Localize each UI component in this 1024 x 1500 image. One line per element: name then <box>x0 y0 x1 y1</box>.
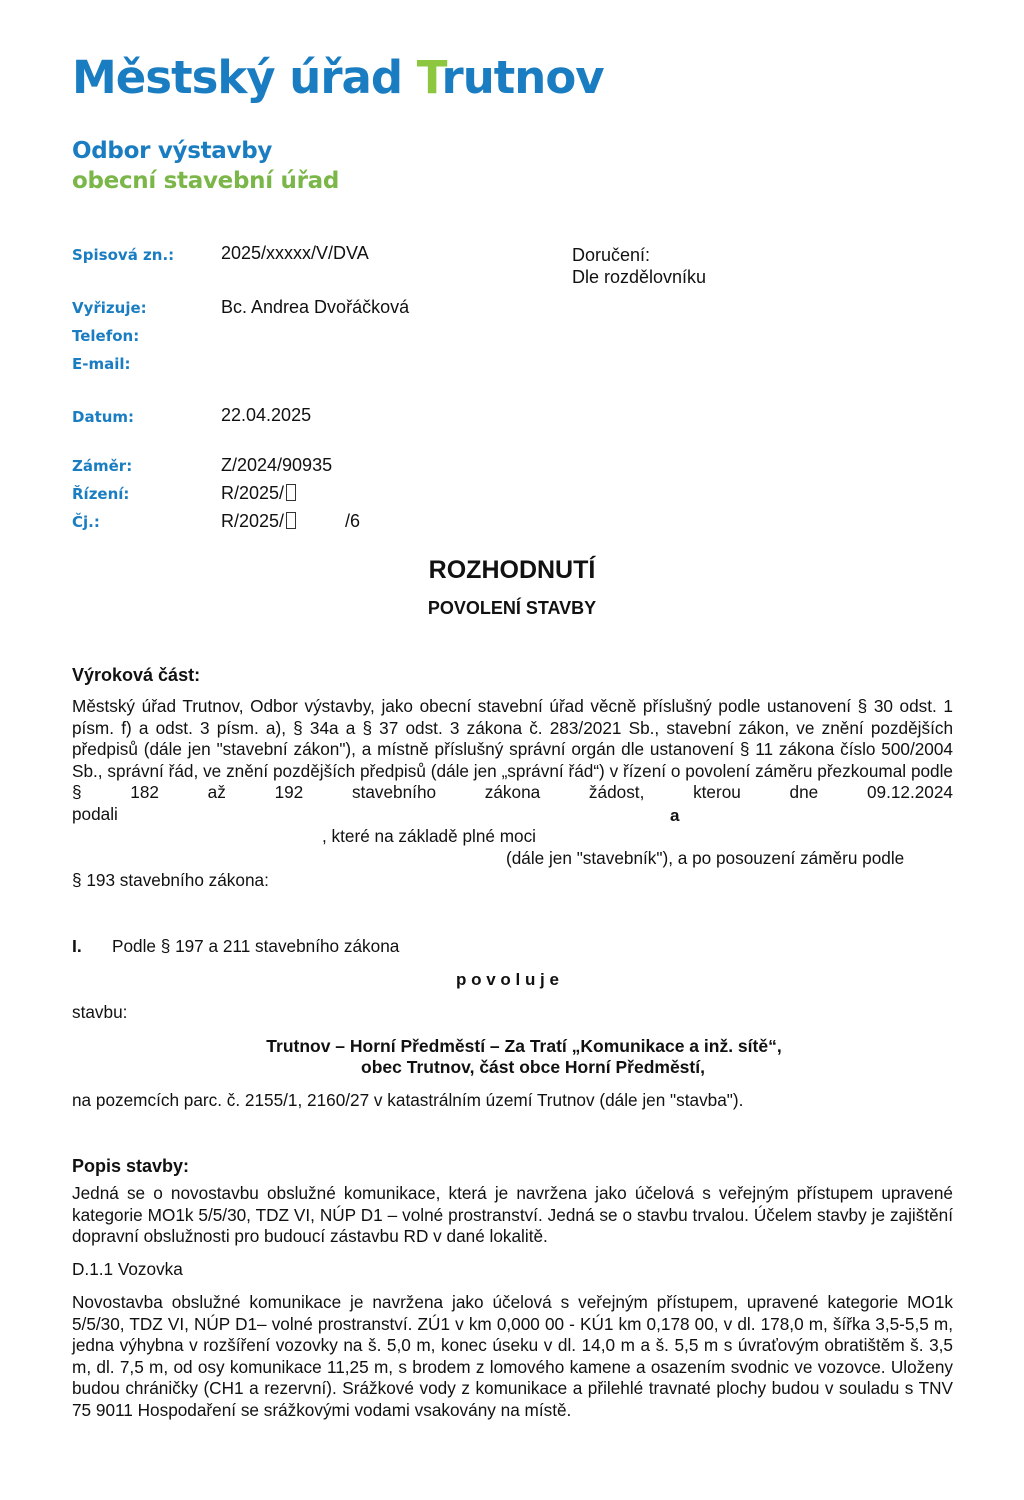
datum-value: 22.04.2025 <box>221 405 312 425</box>
spisova-value: 2025/xxxxx/V/DVA <box>221 243 369 263</box>
parcels-text: na pozemcích parc. č. 2155/1, 2160/27 v katastrálním území Trutnov (dále jen "stavba"). <box>72 1090 744 1110</box>
zamer-value: Z/2024/90935 <box>221 455 333 475</box>
email-label: E-mail: <box>72 355 131 373</box>
zamer-label: Záměr: <box>72 457 133 475</box>
stavba-name-line1: Trutnov – Horní Předměstí – Za Tratí „Komunikace a inž. sítě“, <box>266 1036 782 1056</box>
popis-heading: Popis stavby: <box>72 1156 190 1176</box>
stavbu-label: stavbu: <box>72 1002 128 1022</box>
popis-paragraph-2: Novostavba obslužné komunikace je navržena jako účelová s veřejným přístupem, upravené kategorie MO1k 5/5/30, TDZ VI, NÚP D1– volné prostranství. ZÚ1 v km 0,000 00 - KÚ1 km 0,178 00, v dl. 178,0 m, šířka 3,5-5,5 m, jedna výhybna v rozšíření vozovky na š. 5,0 m, konec úseku v dl. 14,0 m a š. 5,5 m s úvraťovým obratištěm š. 3,5 m, dl. 7,5 m, od osy komunikace 11,25 m, s brodem z lomového kamene a osazením svodnic ve vozovce. Uloženy budou chráničky (CH1 a rezervní). Srážkové vody z komunikace a přilehlé travnaté plochy budou v souladu s TNV 75 9011 Hospodaření se srážkovými vodami vsakovány na místě. <box>72 1292 953 1420</box>
document-subtitle: POVOLENÍ STAVBY <box>427 598 597 618</box>
vyrokova-ktere: , které na základě plné moci <box>322 826 537 846</box>
cj-label: Čj.: <box>72 513 100 531</box>
doruceni-value: Dle rozdělovníku <box>572 267 707 287</box>
rizeni-value: R/2025/ <box>221 483 296 504</box>
vyrokova-par193: § 193 stavebního zákona: <box>72 870 269 890</box>
povoluje: p o v o l u j e <box>456 970 559 989</box>
rizeni-label: Řízení: <box>72 485 130 503</box>
department-name: Odbor výstavby <box>72 138 273 164</box>
vyrokova-paragraph: Městský úřad Trutnov, Odbor výstavby, jako obecní stavební úřad věcně příslušný podle ustanovení § 30 odst. 1 písm. f) a odst. 3 písm. a), § 34a a § 37 odst. 3 zákona č. 283/2021 Sb., stavební zákon, ve znění pozdějších předpisů (dále jen "stavební zákon"), a místně příslušný správní orgán dle ustanovení § 11 zákona číslo 500/2004 Sb., správní řád, ve znění pozdějších předpisů (dále jen „správní řád“) v řízení o povolení záměru přezkoumal podle § 182 až 192 stavebního zákona žádost, kterou dne 09.12.2024 <box>72 696 953 802</box>
popis-paragraph-1: Jedná se o novostavbu obslužné komunikace, která je navržena jako účelová s veřejným přístupem upravené kategorie MO1k 5/5/30, TDZ VI, NÚP D1 – volné prostranství. Jedná se o stavbu trvalou. Účelem stavby je zajištění dopravní obslužnosti pro budoucí zástavbu RD v dané lokalitě. <box>72 1183 953 1246</box>
logo-text-t: T <box>416 51 442 104</box>
vyrokova-heading: Výroková část: <box>72 665 201 685</box>
cj-value: R/2025/ <box>221 511 296 532</box>
logo-text-main: Městský úřad <box>72 51 417 104</box>
section-text: Podle § 197 a 211 stavebního zákona <box>112 936 400 956</box>
logo-text-rest: rutnov <box>441 51 604 104</box>
department-subname: obecní stavební úřad <box>72 168 339 194</box>
telefon-label: Telefon: <box>72 327 140 345</box>
document-title: ROZHODNUTÍ <box>428 556 596 584</box>
datum-label: Datum: <box>72 408 135 426</box>
vyrokova-podali: podali <box>72 804 118 824</box>
doruceni-label: Doručení: <box>572 245 651 265</box>
cj-suffix: /6 <box>345 511 361 531</box>
section-number: I. <box>72 936 82 956</box>
vyrokova-a: a <box>670 806 680 825</box>
vyrizuje-label: Vyřizuje: <box>72 299 147 317</box>
missing-glyph-icon <box>286 484 296 501</box>
vyrizuje-value: Bc. Andrea Dvořáčková <box>221 297 410 317</box>
stavba-name-line2: obec Trutnov, část obce Horní Předměstí, <box>361 1057 705 1077</box>
missing-glyph-icon <box>286 512 296 529</box>
vozovka-subheading: D.1.1 Vozovka <box>72 1259 183 1279</box>
spisova-label: Spisová zn.: <box>72 246 175 264</box>
city-office-logo <box>72 48 604 108</box>
vyrokova-dale: (dále jen "stavebník"), a po posouzení záměru podle <box>506 848 905 868</box>
